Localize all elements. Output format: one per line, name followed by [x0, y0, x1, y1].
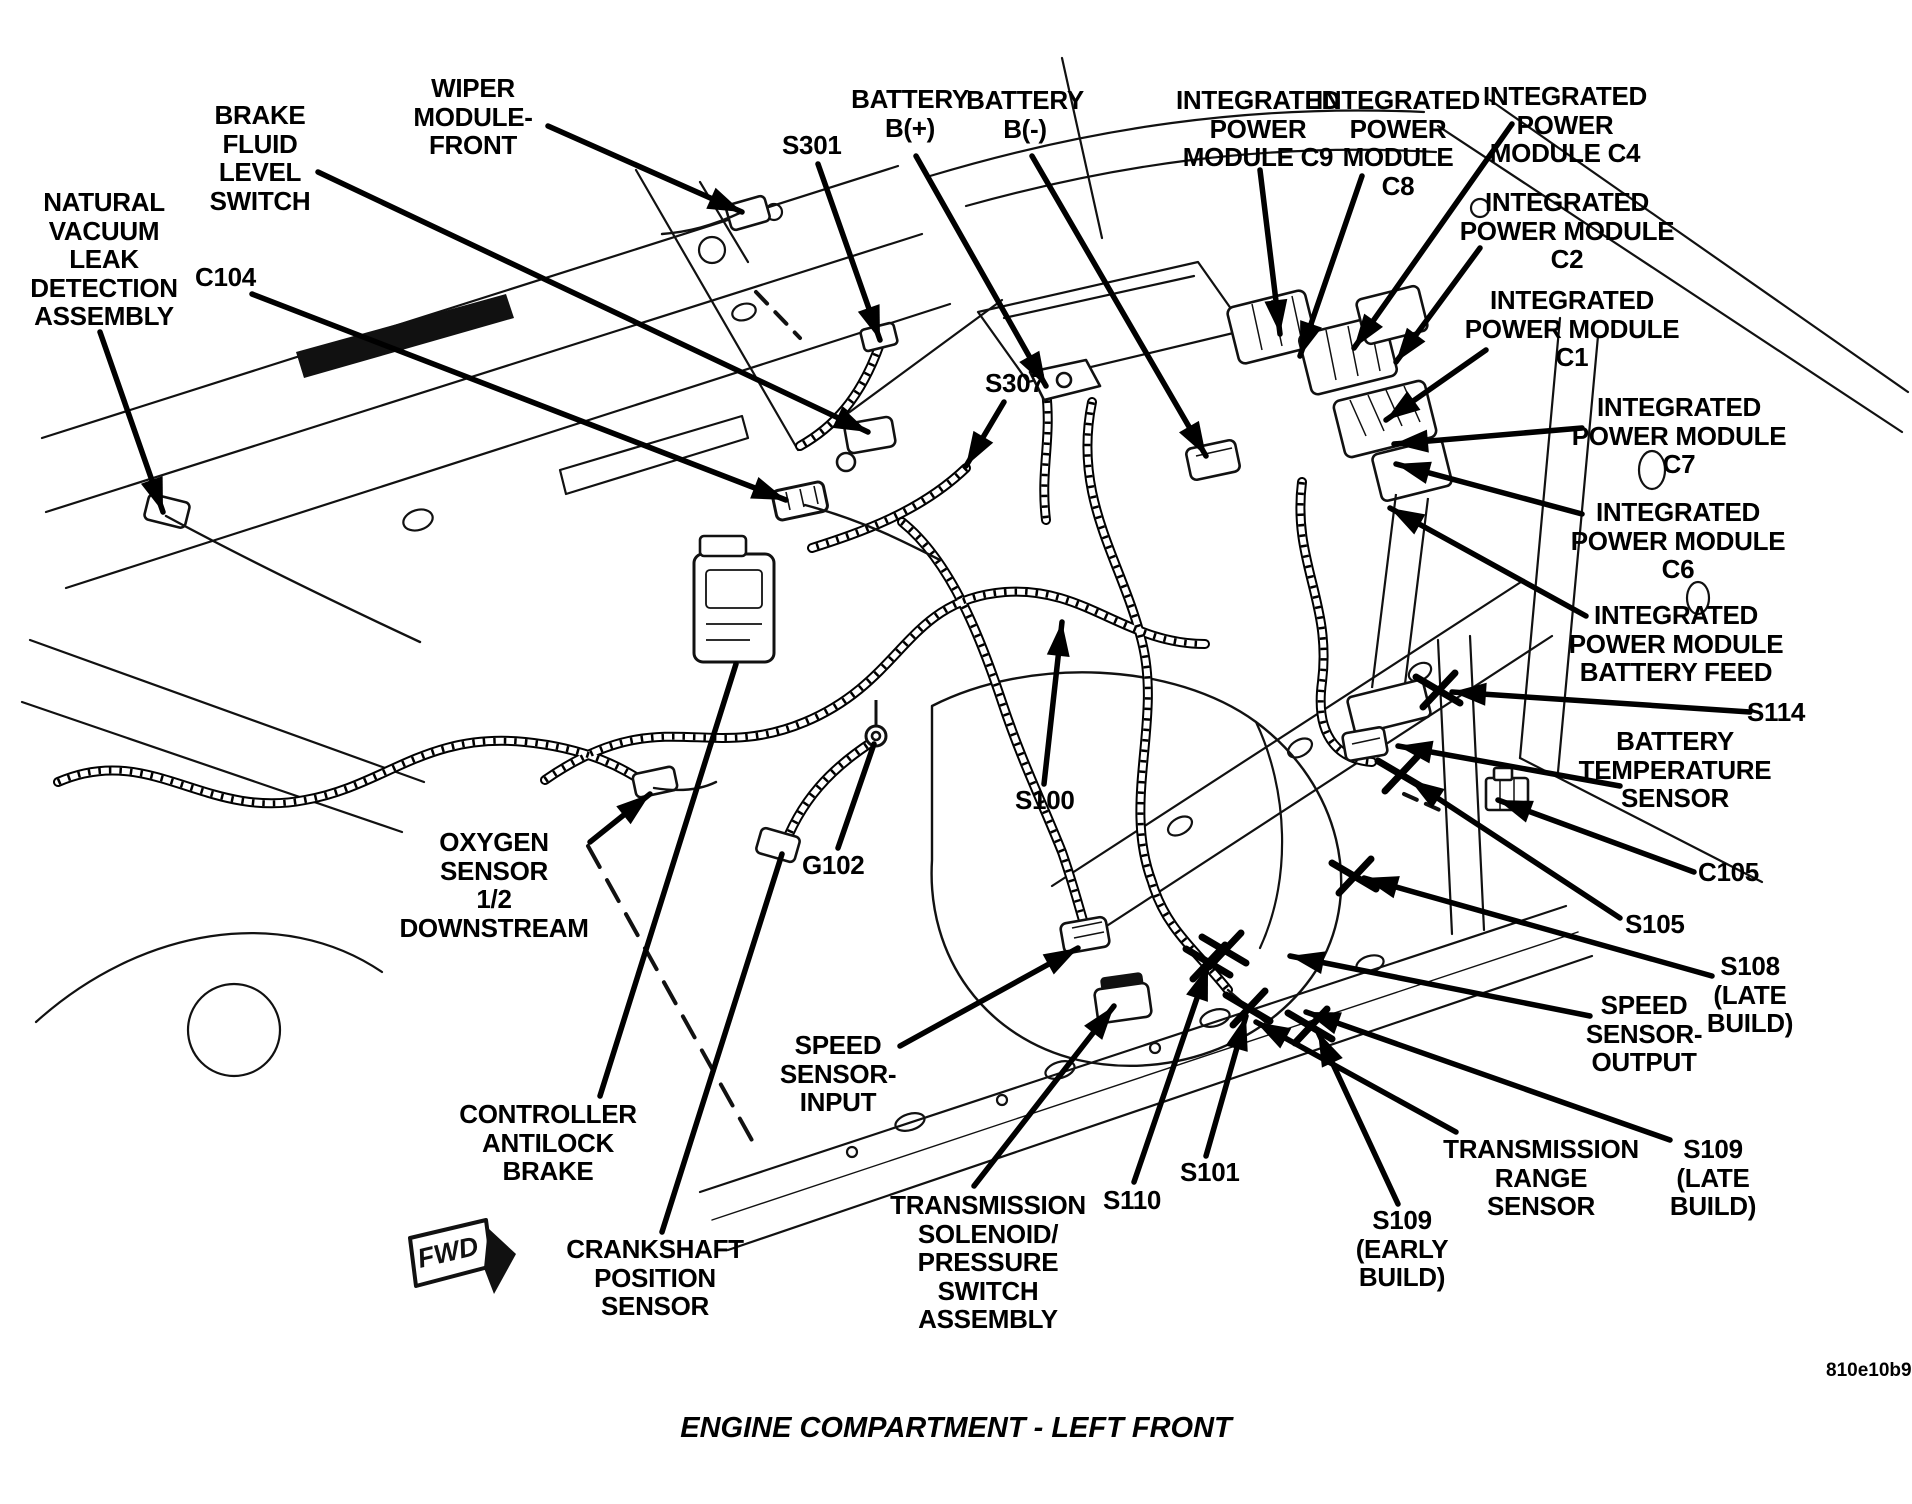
label-line: S109 — [1683, 1134, 1743, 1164]
label-line: PRESSURE — [917, 1247, 1059, 1277]
label-line: C6 — [1661, 554, 1695, 584]
label-line: BATTERY — [851, 84, 969, 114]
label-line: INTEGRATED — [1315, 85, 1481, 115]
label-line: S100 — [1015, 785, 1075, 815]
label-line: FRONT — [428, 130, 518, 160]
label-s110 — [1103, 1186, 1161, 1215]
label-integrated-power-module-c4 — [1483, 82, 1647, 168]
label-line: INTEGRATED — [1489, 285, 1655, 315]
label-line: INPUT — [799, 1087, 877, 1117]
label-line: SOLENOID/ — [917, 1218, 1059, 1249]
label-line: POSITION — [594, 1262, 716, 1293]
fwd-direction-badge — [404, 1212, 534, 1312]
label-s307 — [985, 369, 1045, 398]
label-line: FLUID — [222, 128, 298, 159]
label-line: SPEED — [794, 1030, 882, 1060]
label-line: G102 — [802, 850, 865, 880]
label-line: ASSEMBLY — [34, 301, 174, 331]
label-line: (EARLY — [1355, 1233, 1449, 1264]
label-line: MODULE — [1342, 142, 1454, 172]
label-line: SENSOR — [1620, 783, 1730, 813]
label-battery-b-minus — [966, 86, 1084, 143]
label-line: BUILD) — [1706, 1008, 1794, 1038]
label-line: INTEGRATED — [1595, 497, 1761, 527]
figure-code: 810e10b9 — [1826, 1360, 1912, 1381]
label-c105 — [1698, 858, 1759, 887]
label-oxygen-sensor-1-2-downstream — [399, 828, 588, 942]
label-line: POWER MODULE — [1568, 628, 1784, 659]
label-controller-antilock-brake — [459, 1100, 637, 1186]
label-s108-late-build — [1707, 952, 1793, 1038]
label-line: OXYGEN — [439, 827, 549, 857]
label-line: DOWNSTREAM — [399, 912, 589, 943]
label-line: INTEGRATED — [1482, 81, 1648, 111]
label-line: C1 — [1555, 342, 1589, 372]
label-line: MODULE C9 — [1182, 142, 1334, 172]
label-s109-early-build — [1356, 1206, 1449, 1292]
label-line: S114 — [1747, 697, 1806, 727]
label-line: SWITCH — [937, 1275, 1039, 1306]
label-line: BATTERY — [966, 85, 1084, 115]
label-line: C105 — [1698, 857, 1759, 887]
label-brake-fluid-level-switch — [210, 101, 311, 215]
label-line: ANTILOCK — [482, 1127, 614, 1158]
label-line: SENSOR- — [779, 1058, 897, 1089]
label-line: S109 — [1372, 1205, 1432, 1235]
label-integrated-power-module-c6 — [1571, 498, 1786, 584]
label-line: INTEGRATED — [1484, 187, 1650, 217]
label-line: C104 — [195, 262, 256, 292]
label-integrated-power-module-c8 — [1316, 86, 1480, 200]
label-s105 — [1625, 910, 1685, 939]
label-line: SENSOR — [1486, 1191, 1595, 1221]
label-line: POWER MODULE — [1570, 525, 1786, 556]
label-integrated-power-module-c2 — [1460, 188, 1675, 274]
label-s301 — [782, 131, 842, 160]
label-line: 1/2 — [476, 884, 512, 914]
label-battery-b-plus — [851, 85, 969, 142]
label-line: BATTERY — [1616, 726, 1734, 756]
label-integrated-power-module-c7 — [1572, 393, 1787, 479]
label-line: SENSOR — [600, 1291, 710, 1321]
label-line: CONTROLLER — [459, 1099, 637, 1129]
label-line: (LATE — [1676, 1162, 1750, 1193]
label-line: MODULE- — [413, 101, 533, 132]
label-line: INTEGRATED — [1593, 600, 1759, 630]
label-line: OUTPUT — [1591, 1047, 1697, 1077]
label-line: POWER MODULE — [1459, 215, 1675, 246]
label-line: S307 — [985, 368, 1045, 398]
label-line: WIPER — [431, 73, 515, 103]
label-line: POWER — [1516, 109, 1614, 140]
label-s114 — [1747, 698, 1805, 727]
label-line: C7 — [1662, 449, 1696, 479]
label-g102 — [802, 851, 864, 880]
label-line: SENSOR — [439, 855, 548, 886]
label-integrated-power-module-c1 — [1465, 286, 1680, 372]
label-battery-temperature-sensor — [1579, 727, 1772, 813]
label-line: SWITCH — [209, 185, 311, 216]
label-line: C2 — [1550, 244, 1584, 274]
fwd-arrow-icon — [484, 1228, 516, 1294]
label-line: BUILD) — [1358, 1262, 1446, 1292]
label-line: C8 — [1381, 170, 1415, 201]
fwd-label: FWD — [414, 1230, 482, 1274]
label-line: TRANSMISSION — [890, 1190, 1086, 1220]
label-line: INTEGRATED — [1175, 85, 1341, 115]
label-s101 — [1180, 1158, 1240, 1187]
label-line: BRAKE — [502, 1156, 594, 1186]
label-wiper-module-front — [413, 74, 532, 160]
label-line: (LATE — [1713, 979, 1787, 1010]
label-line: S110 — [1103, 1185, 1162, 1215]
label-natural-vacuum-leak-detection-assembly — [30, 188, 178, 331]
label-line: BRAKE — [214, 100, 306, 130]
label-line: LEVEL — [218, 157, 302, 187]
label-line: POWER MODULE — [1464, 313, 1680, 344]
label-crankshaft-position-sensor — [566, 1235, 744, 1321]
label-line: S105 — [1625, 909, 1685, 939]
label-line: S101 — [1180, 1157, 1240, 1187]
label-transmission-solenoid-pressure-switch-assembly — [890, 1191, 1086, 1334]
label-line: TRANSMISSION — [1443, 1134, 1639, 1164]
label-transmission-range-sensor — [1443, 1135, 1639, 1221]
label-line: BUILD) — [1669, 1191, 1757, 1221]
label-line: S301 — [782, 130, 842, 160]
label-line: POWER — [1209, 113, 1307, 144]
label-speed-sensor-output — [1586, 991, 1702, 1077]
label-line: SENSOR- — [1585, 1018, 1703, 1049]
label-line: INTEGRATED — [1596, 392, 1762, 422]
label-line: B(-) — [1003, 113, 1047, 144]
label-line: TEMPERATURE — [1578, 754, 1772, 785]
label-line: CRANKSHAFT — [566, 1234, 744, 1264]
label-speed-sensor-input — [780, 1031, 896, 1117]
label-line: S108 — [1720, 951, 1780, 981]
label-line: POWER — [1349, 113, 1447, 144]
label-line: SPEED — [1600, 990, 1688, 1020]
label-s100 — [1015, 786, 1075, 815]
diagram-title: ENGINE COMPARTMENT - LEFT FRONT — [680, 1412, 1232, 1444]
label-line: LEAK — [69, 244, 139, 274]
label-line: DETECTION — [30, 272, 178, 303]
label-s109-late-build — [1670, 1135, 1756, 1221]
label-line: VACUUM — [48, 215, 160, 246]
label-line: POWER MODULE — [1571, 420, 1787, 451]
label-line: ASSEMBLY — [918, 1304, 1058, 1334]
label-line: NATURAL — [43, 187, 165, 217]
label-line: RANGE — [1494, 1162, 1588, 1193]
label-c104 — [195, 263, 256, 292]
label-line: B(+) — [884, 112, 936, 143]
label-integrated-power-module-battery-feed — [1569, 601, 1784, 687]
label-line: BATTERY FEED — [1579, 657, 1773, 687]
label-line: MODULE C4 — [1489, 138, 1641, 168]
